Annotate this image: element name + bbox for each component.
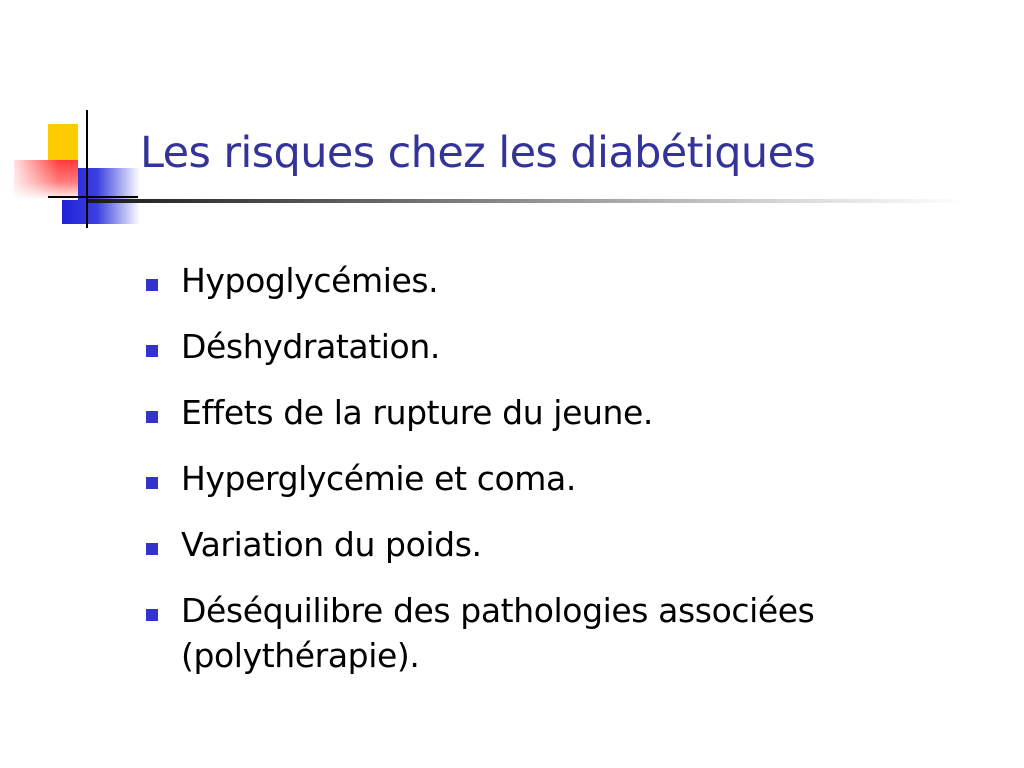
bullet-item <box>146 258 986 303</box>
bullet-item <box>146 522 986 567</box>
bullet-list <box>146 258 986 678</box>
title-underline <box>88 199 968 203</box>
square-bullet-icon <box>146 411 158 423</box>
decoration-yellow-square <box>48 124 78 162</box>
corner-decoration <box>0 0 140 240</box>
square-bullet-icon <box>146 477 158 489</box>
slide-title: Les risques chez les diabétiques <box>140 128 816 178</box>
square-bullet-icon <box>146 345 158 357</box>
bullet-text: Déshydratation. <box>181 327 440 366</box>
bullet-text: Variation du poids. <box>181 525 482 564</box>
bullet-text: Hyperglycémie et coma. <box>181 459 576 498</box>
decoration-vertical-line <box>86 110 88 228</box>
decoration-horizontal-line <box>48 196 138 198</box>
bullet-item <box>146 456 986 501</box>
decoration-red-fade <box>14 160 78 200</box>
bullet-text: Effets de la rupture du jeune. <box>181 393 653 432</box>
bullet-text: Hypoglycémies. <box>181 261 439 300</box>
bullet-item <box>146 390 986 435</box>
bullet-item <box>146 324 986 369</box>
square-bullet-icon <box>146 609 158 621</box>
bullet-item <box>146 588 986 678</box>
square-bullet-icon <box>146 279 158 291</box>
bullet-text: Déséquilibre des pathologies associées (polythérapie). <box>181 591 815 675</box>
square-bullet-icon <box>146 543 158 555</box>
